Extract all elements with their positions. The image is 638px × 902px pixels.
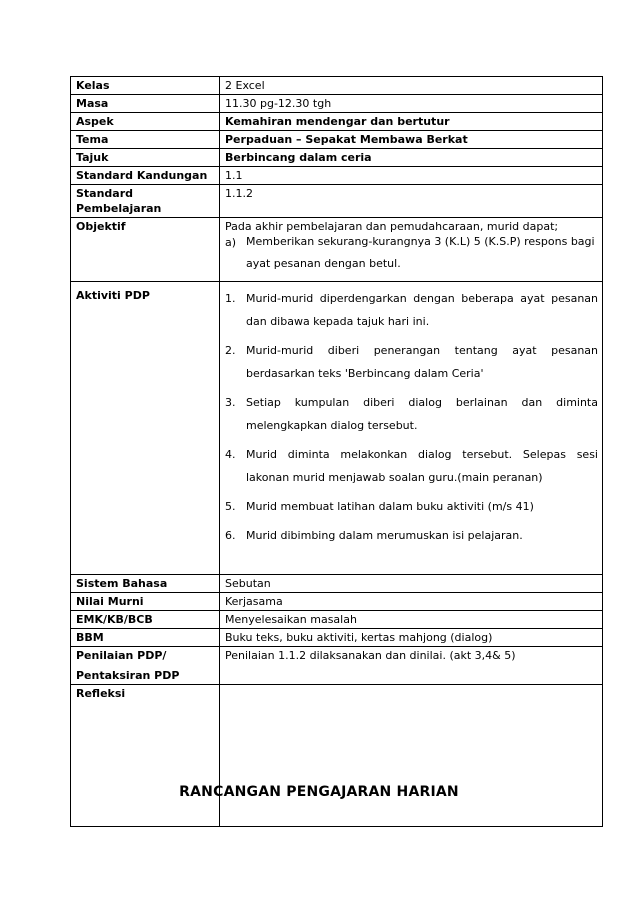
aktiviti-text: Murid-murid diberi penerangan tentang ayat pesanan berdasarkan teks 'Berbincang dalam Ceria' [246,344,598,380]
objektif-item [225,235,598,279]
value-penilaian: Penilaian 1.1.2 dilaksanakan dan dinilai. (akt 3,4& 5) [220,647,603,685]
value-emk: Menyelesaikan masalah [220,611,603,629]
document-title: RANCANGAN PENGAJARAN HARIAN [179,784,459,800]
aktiviti-item [225,499,598,522]
aktiviti-text: Murid-murid diperdengarkan dengan beberapa ayat pesanan dan dibawa kepada tajuk hari ini. [246,292,598,328]
value-aktiviti [220,282,603,575]
aktiviti-num: 1. [225,292,236,305]
label-aktiviti: Aktiviti PDP [71,282,220,575]
aktiviti-item [225,447,598,493]
label-kelas: Kelas [71,77,220,95]
value-kelas: 2 Excel [220,77,603,95]
aktiviti-item [225,395,598,441]
row-tema [71,131,603,149]
row-objektif [71,218,603,282]
row-aspek [71,113,603,131]
aktiviti-text: Murid membuat latihan dalam buku aktiviti (m/s 41) [246,500,534,513]
aktiviti-item [225,291,598,337]
aktiviti-num: 6. [225,529,236,542]
label-tema: Tema [71,131,220,149]
aktiviti-num: 5. [225,500,236,513]
aktiviti-item [225,528,598,551]
row-emk [71,611,603,629]
value-masa: 11.30 pg-12.30 tgh [220,95,603,113]
row-penilaian [71,647,603,685]
row-bbm [71,629,603,647]
aktiviti-list [225,288,598,573]
row-standard-pembelajaran [71,185,603,218]
value-objektif [220,218,603,282]
aktiviti-item [225,343,598,389]
row-standard-kandungan [71,167,603,185]
row-masa [71,95,603,113]
value-bbm: Buku teks, buku aktiviti, kertas mahjong (dialog) [220,629,603,647]
value-refleksi [220,685,603,827]
label-emk: EMK/KB/BCB [71,611,220,629]
label-sistem-bahasa: Sistem Bahasa [71,575,220,593]
row-aktiviti [71,282,603,575]
value-standard-pembelajaran: 1.1.2 [220,185,603,218]
objektif-marker: a) [225,236,237,249]
aktiviti-num: 4. [225,448,236,461]
lesson-plan-table [70,76,603,827]
value-tajuk: Berbincang dalam ceria [220,149,603,167]
label-standard-kandungan: Standard Kandungan [71,167,220,185]
label-standard-pembelajaran: Standard Pembelajaran [71,185,220,218]
value-standard-kandungan: 1.1 [220,167,603,185]
row-nilai-murni [71,593,603,611]
objektif-list [225,235,598,279]
aktiviti-text: Setiap kumpulan diberi dialog berlainan dan diminta melengkapkan dialog tersebut. [246,396,598,432]
row-tajuk [71,149,603,167]
value-sistem-bahasa: Sebutan [220,575,603,593]
aktiviti-num: 3. [225,396,236,409]
objektif-intro: Pada akhir pembelajaran dan pemudahcaraan, murid dapat; [225,220,559,233]
label-aspek: Aspek [71,113,220,131]
value-tema: Perpaduan – Sepakat Membawa Berkat [220,131,603,149]
label-objektif: Objektif [71,218,220,282]
label-penilaian-line2: Pentaksiran PDP [76,669,180,682]
label-bbm: BBM [71,629,220,647]
aktiviti-num: 2. [225,344,236,357]
value-nilai-murni: Kerjasama [220,593,603,611]
objektif-text: Memberikan sekurang-kurangnya 3 (K.L) 5 (K.S.P) respons bagi ayat pesanan dengan betul. [246,235,595,270]
aktiviti-text: Murid diminta melakonkan dialog tersebut. Selepas sesi lakonan murid menjawab soalan guru.(main peranan) [246,448,598,484]
label-masa: Masa [71,95,220,113]
label-penilaian [71,647,220,685]
row-kelas [71,77,603,95]
value-aspek: Kemahiran mendengar dan bertutur [220,113,603,131]
aktiviti-text: Murid dibimbing dalam merumuskan isi pelajaran. [246,529,523,542]
row-sistem-bahasa [71,575,603,593]
label-penilaian-line1: Penilaian PDP/ [76,649,167,662]
row-refleksi [71,685,603,827]
label-tajuk: Tajuk [71,149,220,167]
label-refleksi: Refleksi [71,685,220,827]
label-nilai-murni: Nilai Murni [71,593,220,611]
